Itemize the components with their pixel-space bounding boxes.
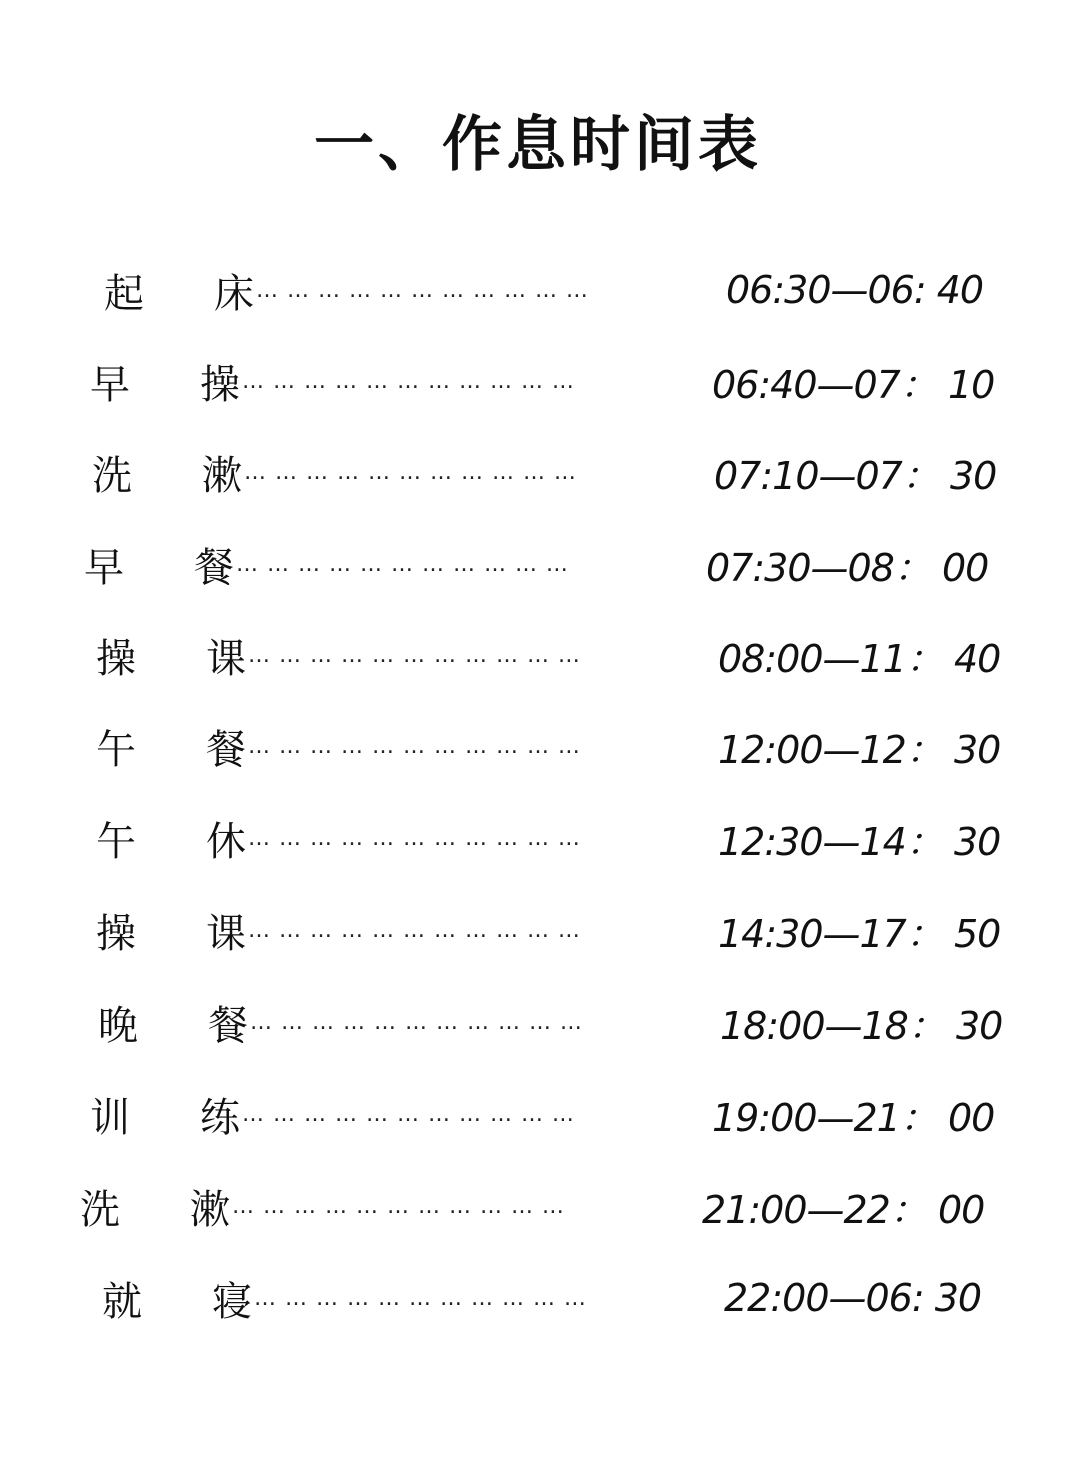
- dot-leader: … … … … … … … … … … …: [248, 825, 581, 851]
- dot-leader: … … … … … … … … … … …: [250, 1009, 583, 1035]
- activity-char-2: 餐: [206, 726, 246, 773]
- activity-char-1: 晚: [98, 1002, 138, 1049]
- activity-char-2: 床: [214, 270, 254, 317]
- time-range: 12:00—12： 30: [718, 727, 1001, 772]
- dot-leader: … … … … … … … … … … …: [248, 917, 581, 943]
- activity-char-2: 课: [206, 910, 246, 957]
- schedule-row: [92, 444, 996, 500]
- time-range: 06:30—06: 40: [726, 268, 984, 312]
- activity-char-1: 午: [96, 818, 136, 865]
- activity-char-1: 操: [96, 635, 136, 682]
- time-range: 19:00—21： 00: [712, 1095, 995, 1140]
- activity-char-1: 早: [90, 361, 130, 408]
- time-range: 07:10—07： 30: [714, 453, 997, 498]
- schedule-row: [84, 536, 988, 592]
- schedule-row: [96, 718, 1000, 774]
- activity-char-2: 休: [206, 818, 246, 865]
- activity-char-2: 漱: [202, 452, 242, 499]
- activity-char-2: 餐: [194, 544, 234, 591]
- time-range: 14:30—17： 50: [718, 911, 1001, 956]
- activity-char-2: 寝: [212, 1278, 252, 1325]
- activity-char-1: 操: [96, 910, 136, 957]
- activity-char-2: 操: [200, 361, 240, 408]
- page-title: 一、作息时间表: [314, 110, 762, 180]
- activity-char-1: 洗: [80, 1186, 120, 1233]
- activity-char-2: 漱: [190, 1186, 230, 1233]
- schedule-row: [90, 1086, 994, 1142]
- time-range: 18:00—18： 30: [720, 1003, 1003, 1048]
- activity-char-1: 午: [96, 726, 136, 773]
- activity-char-1: 起: [104, 270, 144, 317]
- schedule-row: [80, 1178, 984, 1234]
- time-range: 06:40—07： 10: [712, 362, 995, 407]
- schedule-row: [96, 810, 1000, 866]
- schedule-row: [90, 353, 994, 409]
- dot-leader: … … … … … … … … … … …: [256, 277, 589, 303]
- activity-char-1: 就: [102, 1278, 142, 1325]
- dot-leader: … … … … … … … … … … …: [248, 642, 581, 668]
- schedule-row: [102, 1270, 981, 1326]
- dot-leader: … … … … … … … … … … …: [244, 459, 577, 485]
- time-range: 12:30—14： 30: [718, 819, 1001, 864]
- time-range: 08:00—11： 40: [718, 636, 1001, 681]
- dot-leader: … … … … … … … … … … …: [254, 1285, 587, 1311]
- dot-leader: … … … … … … … … … … …: [248, 733, 581, 759]
- activity-char-1: 早: [84, 544, 124, 591]
- time-range: 07:30—08： 00: [706, 545, 989, 590]
- time-range: 22:00—06: 30: [724, 1276, 982, 1320]
- activity-char-2: 课: [206, 635, 246, 682]
- schedule-row: [104, 262, 983, 318]
- activity-char-2: 练: [200, 1094, 240, 1141]
- schedule-row: [96, 902, 1000, 958]
- dot-leader: … … … … … … … … … … …: [236, 551, 569, 577]
- activity-char-2: 餐: [208, 1002, 248, 1049]
- time-range: 21:00—22： 00: [702, 1187, 985, 1232]
- schedule-row: [96, 627, 1000, 683]
- dot-leader: … … … … … … … … … … …: [242, 368, 575, 394]
- dot-leader: … … … … … … … … … … …: [232, 1193, 565, 1219]
- dot-leader: … … … … … … … … … … …: [242, 1101, 575, 1127]
- activity-char-1: 训: [90, 1094, 130, 1141]
- activity-char-1: 洗: [92, 452, 132, 499]
- schedule-row: [98, 994, 1002, 1050]
